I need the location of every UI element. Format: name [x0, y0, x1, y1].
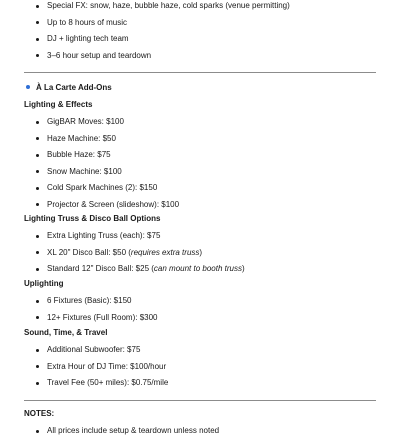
list-item: GigBAR Moves: $100	[0, 117, 179, 134]
list-item: Projector & Screen (slideshow): $100	[0, 200, 179, 217]
list-item: Up to 8 hours of music	[0, 18, 290, 35]
uplighting-list	[0, 296, 158, 329]
truss-disco-list	[0, 231, 245, 281]
item-note: requires extra truss	[130, 247, 200, 257]
notes-list	[0, 426, 219, 443]
list-item: All prices include setup & teardown unless noted	[0, 426, 219, 443]
item-suffix: )	[241, 264, 245, 273]
item-text: XL 20" Disco Ball: $50 (	[47, 247, 131, 257]
list-item: Additional Subwoofer: $75	[0, 345, 168, 362]
list-item: 3–6 hour setup and teardown	[0, 51, 290, 68]
list-item: DJ + lighting tech team	[0, 34, 290, 51]
list-item: Travel Fee (50+ miles): $0.75/mile	[0, 378, 168, 395]
section-divider	[24, 72, 376, 73]
list-item: 12+ Fixtures (Full Room): $300	[0, 313, 158, 330]
package-inclusions-list	[0, 1, 290, 67]
list-item: Haze Machine: $50	[0, 134, 179, 151]
item-text: Standard 12" Disco Ball: $25 (	[47, 264, 154, 273]
list-item: Snow Machine: $100	[0, 167, 179, 184]
list-item: 6 Fixtures (Basic): $150	[0, 296, 158, 313]
bullet-dot-icon	[26, 85, 30, 89]
addons-heading	[24, 83, 112, 93]
list-item: Bubble Haze: $75	[0, 150, 179, 167]
item-text: Extra Lighting Truss (each): $75	[47, 231, 161, 240]
list-item: Cold Spark Machines (2): $150	[0, 183, 179, 200]
addons-heading-text: À La Carte Add-Ons	[36, 83, 112, 92]
sound-time-travel-list	[0, 345, 168, 395]
list-item: Special FX: snow, haze, bubble haze, cold sparks (venue permitting)	[0, 1, 290, 18]
item-suffix: )	[199, 247, 203, 257]
category-heading-sound-time-travel: Sound, Time, & Travel	[24, 328, 108, 337]
notes-heading: NOTES:	[24, 409, 55, 418]
lighting-effects-list	[0, 117, 179, 216]
list-item	[0, 231, 245, 248]
category-heading-truss-disco: Lighting Truss & Disco Ball Options	[24, 214, 161, 223]
list-item	[0, 248, 245, 265]
category-heading-uplighting: Uplighting	[24, 279, 64, 288]
list-item: Extra Hour of DJ Time: $100/hour	[0, 362, 168, 379]
item-note: can mount to booth truss	[153, 264, 242, 273]
category-heading-lighting-effects: Lighting & Effects	[24, 100, 93, 109]
section-divider	[24, 400, 376, 401]
